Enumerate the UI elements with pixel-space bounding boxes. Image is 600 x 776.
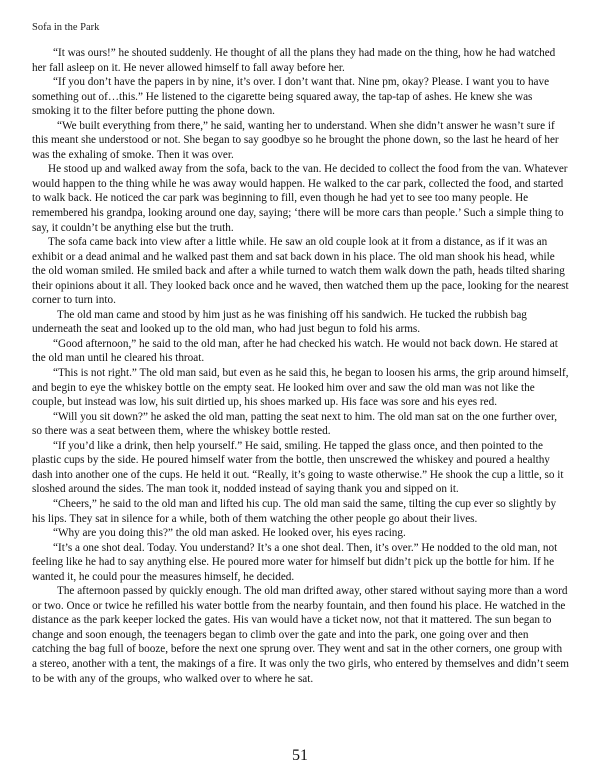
page-number: 51 <box>292 747 308 764</box>
running-header: Sofa in the Park <box>32 22 100 33</box>
paragraph: “If you don’t have the papers in by nine, it’s over. I don’t want that. Nine pm, okay? Please. I want you to have something out of…this.” He listened to the cigarette being squared away, the tap-tap of ashes. He knew she was smoking it to the filter before putting the phone down. <box>32 76 550 118</box>
paragraph: “This is not right.” The old man said, but even as he said this, he began to loosen his arms, the grip around himself, and begin to eye the whiskey bottle on the empty seat. He looked him over and saw the old man was not like the couple, but instead was low, his suit dirtied up, his shoes marked up. His face was sore and his eyes red. <box>32 367 569 409</box>
paragraph: “Cheers,” he said to the old man and lifted his cup. The old man said the same, tilting the cup ever so slightly by his lips. They sat in silence for a while, both of them watching the other people go about their lives. <box>32 497 557 525</box>
body-text <box>32 46 569 686</box>
paragraph: “If you’d like a drink, then help yourself.” He said, smiling. He tapped the glass once, and then pointed to the plastic cups by the side. He poured himself water from the bottle, then unscrewed the whiskey and poured a healthy dash into another one of the cups. He held it out. “Really, it’s going to waste otherwise.” He shook the cup a little, so it sloshed around the sides. The man took it, nodded instead of saying thank you and sipped on it. <box>32 439 564 496</box>
paragraph: “We built everything from there,” he said, wanting her to understand. When she didn’t answer he wasn’t sure if this meant she understood or not. She began to say goodbye so he brought the phone down, so the last he heard of her was the exhaling of smoke. Then it was over. <box>32 119 559 161</box>
paragraph: “It’s a one shot deal. Today. You understand? It’s a one shot deal. Then, it’s over.” He nodded to the old man, not feeling like he had to say anything else. He poured more water for himself but didn’t pick up the bottle for him. If he wanted it, he could pour the measures himself, he decided. <box>32 541 558 583</box>
paragraph: “Will you sit down?” he asked the old man, patting the seat next to him. The old man sat on the one further over, so there was a seat between them, where the whiskey bottle rested. <box>32 410 558 438</box>
paragraph: The old man came and stood by him just as he was finishing off his sandwich. He tucked the rubbish bag underneath the seat and looked up to the old man, who had just begun to fold his arms. <box>32 308 527 336</box>
paragraph: The sofa came back into view after a little while. He saw an old couple look at it from a distance, as if it was an exhibit or a dead animal and he walked past them and sat back down in his place. The old man shook his head, while the old woman smiled. He smiled back and after a while turned to watch them walk down the path, heads tilted sharing their opinions about it all. They looked back once and he waved, then watched them up the pace, looking for the nearest corner to turn into. <box>32 236 569 307</box>
paragraph: “Good afternoon,” he said to the old man, after he had checked his watch. He would not back down. He stared at the old man until he cleared his throat. <box>32 337 558 365</box>
paragraph: “Why are you doing this?” the old man asked. He looked over, his eyes racing. <box>53 527 406 540</box>
paragraph: He stood up and walked away from the sofa, back to the van. He decided to collect the food from the van. Whatever would happen to the thing while he was away would happen. He walked to the car park, collected the food, and started to walk back. He noticed the car park was beginning to fill, even though he had yet to see too many people. He remembered his grandpa, looking around one day, saying; ‘there will be more cars than people.’ Such a simple thing to say, it couldn’t be anything else but the truth. <box>32 163 568 234</box>
paragraph: The afternoon passed by quickly enough. The old man drifted away, other stared without saying more than a word or two. Once or twice he refilled his water bottle from the nearby fountain, and then found his place. He watched in the distance as the park keeper locked the gates. His van would have a ticket now, not that it mattered. The sun began to change and soon enough, the teenagers began to climb over the gate and into the park, one going over and then catching the bag full of booze, before the next one sprung over. They went and sat in the other corners, one group with a stereo, another with a tent, the makings of a fire. It was only the two girls, who entered by themselves and didn’t seem to be with any of the groups, who walked over to where he sat. <box>32 585 569 685</box>
paragraph: “It was ours!” he shouted suddenly. He thought of all the plans they had made on the thing, how he had watched her fall asleep on it. He never allowed himself to fall away before her. <box>32 47 556 74</box>
